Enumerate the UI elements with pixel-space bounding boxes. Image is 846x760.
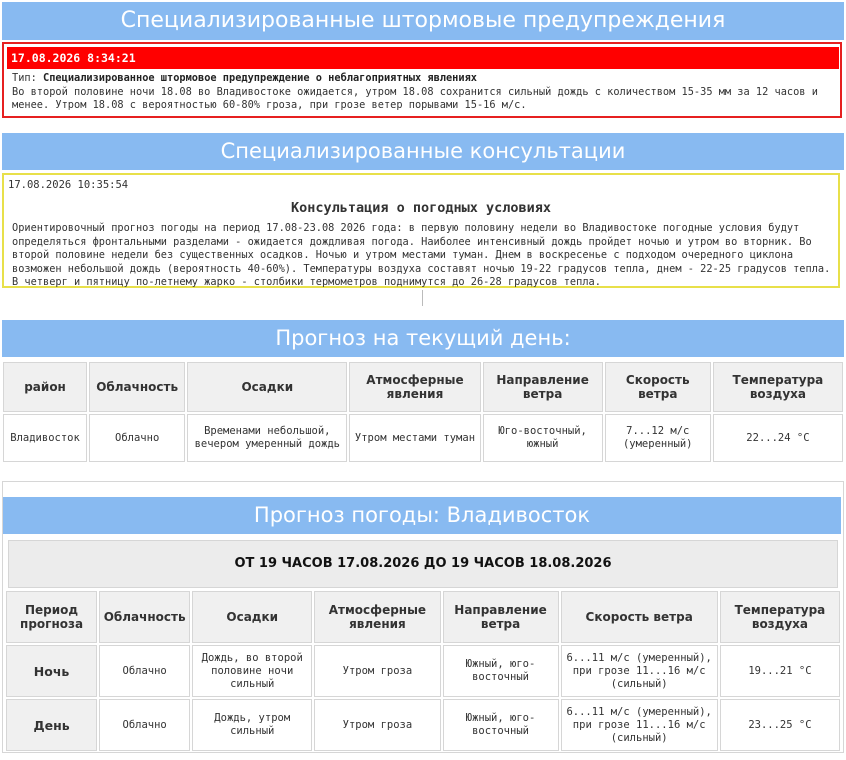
cell-cloudiness: Облачно: [99, 699, 190, 751]
warning-type-value: Специализированное штормовое предупреждение о неблагоприятных явлениях: [43, 72, 477, 84]
cell-wind-direction: Юго-восточный, южный: [483, 414, 603, 462]
cell-temperature: 23...25 °C: [720, 699, 840, 751]
column-header-precipitation: Осадки: [187, 362, 347, 412]
cell-wind-speed: 6...11 м/с (умеренный), при грозе 11...16 м/с (сильный): [561, 645, 718, 697]
table-header-row: [6, 591, 840, 643]
column-header-phenomena: Атмосферные явления: [314, 591, 440, 643]
cell-wind-speed: 7...12 м/с (умеренный): [605, 414, 711, 462]
table-row: [6, 699, 840, 751]
warning-timestamp: 17.08.2026 8:34:21: [7, 47, 839, 69]
cell-cloudiness: Облачно: [89, 414, 185, 462]
consultations-header: [2, 133, 844, 170]
storm-warning-card: [2, 42, 842, 118]
warning-type-label: Тип:: [12, 72, 37, 84]
cell-period: День: [6, 699, 97, 751]
cell-cloudiness: Облачно: [99, 645, 190, 697]
divider: [422, 290, 423, 306]
column-header-district: район: [3, 362, 87, 412]
cell-phenomena: Утром гроза: [314, 645, 440, 697]
city-forecast-header: [3, 497, 841, 534]
table-header-row: [3, 362, 843, 412]
city-forecast-table: [4, 589, 842, 753]
consultation-title: Консультация о погодных условиях: [290, 200, 552, 216]
cell-temperature: 22...24 °C: [713, 414, 843, 462]
cell-period: Ночь: [6, 645, 97, 697]
column-header-cloudiness: Облачность: [99, 591, 190, 643]
cell-wind-direction: Южный, юго-восточный: [443, 645, 559, 697]
column-header-precipitation: Осадки: [192, 591, 312, 643]
table-row: [3, 414, 843, 462]
consultation-card: [2, 173, 840, 288]
cell-phenomena: Утром гроза: [314, 699, 440, 751]
cell-wind-speed: 6...11 м/с (умеренный), при грозе 11...16 м/с (сильный): [561, 699, 718, 751]
forecast-period: ОТ 19 ЧАСОВ 17.08.2026 ДО 19 ЧАСОВ 18.08.2026: [8, 540, 838, 588]
column-header-cloudiness: Облачность: [89, 362, 185, 412]
warning-body: [12, 72, 832, 113]
consultation-text: Ориентировочный прогноз погоды на период 17.08-23.08 2026 года: в первую половину недели во Владивостоке погодные условия будут определяться фронтальными разделами - ожидается дождливая погода. Наиболее интенсивный дождь пройдет ночью и утром во вторник. Во второй половине недели без существенных осадков. Ночью и утром местами туман. Днем в воскресенье с подходом очередного циклона возможен небольшой дождь (вероятность 40-60%). Температуры воздуха составят ночью 19-22 градусов тепла, днем - 22-25 градусов тепла. В четверг и пятницу по-летнему жарко - столбики термометров поднимутся до 26-28 градусов тепла.: [12, 222, 831, 288]
cell-wind-direction: Южный, юго-восточный: [443, 699, 559, 751]
cell-temperature: 19...21 °C: [720, 645, 840, 697]
cell-precipitation: Дождь, во второй половине ночи сильный: [192, 645, 312, 697]
cell-precipitation: Временами небольшой, вечером умеренный дождь: [187, 414, 347, 462]
warning-text: Во второй половине ночи 18.08 во Владивостоке ожидается, утром 18.08 сохранится сильный дождь с количеством 15-35 мм за 12 часов и менее. Утром 18.08 с вероятностью 60-80% гроза, при грозе ветер порывами 15-16 м/с.: [12, 85, 818, 111]
storm-warnings-title: Специализированные штормовые предупреждения: [120, 8, 726, 33]
column-header-wind-speed: Скорость ветра: [561, 591, 718, 643]
column-header-wind-direction: Направление ветра: [483, 362, 603, 412]
column-header-phenomena: Атмосферные явления: [349, 362, 480, 412]
today-forecast-title: Прогноз на текущий день:: [275, 326, 571, 350]
cell-precipitation: Дождь, утром сильный: [192, 699, 312, 751]
cell-phenomena: Утром местами туман: [349, 414, 480, 462]
today-forecast-header: [2, 320, 844, 357]
column-header-temperature: Температура воздуха: [720, 591, 840, 643]
city-forecast-title: Прогноз погоды: Владивосток: [253, 503, 591, 527]
table-row: [6, 645, 840, 697]
column-header-wind-direction: Направление ветра: [443, 591, 559, 643]
column-header-period: Период прогноза: [6, 591, 97, 643]
consultation-timestamp: 17.08.2026 10:35:54: [8, 179, 129, 191]
storm-warnings-header: [2, 2, 844, 40]
column-header-temperature: Температура воздуха: [713, 362, 843, 412]
consultations-title: Специализированные консультации: [220, 139, 626, 163]
column-header-wind-speed: Скорость ветра: [605, 362, 711, 412]
today-forecast-table: [1, 360, 845, 464]
cell-district: Владивосток: [3, 414, 87, 462]
